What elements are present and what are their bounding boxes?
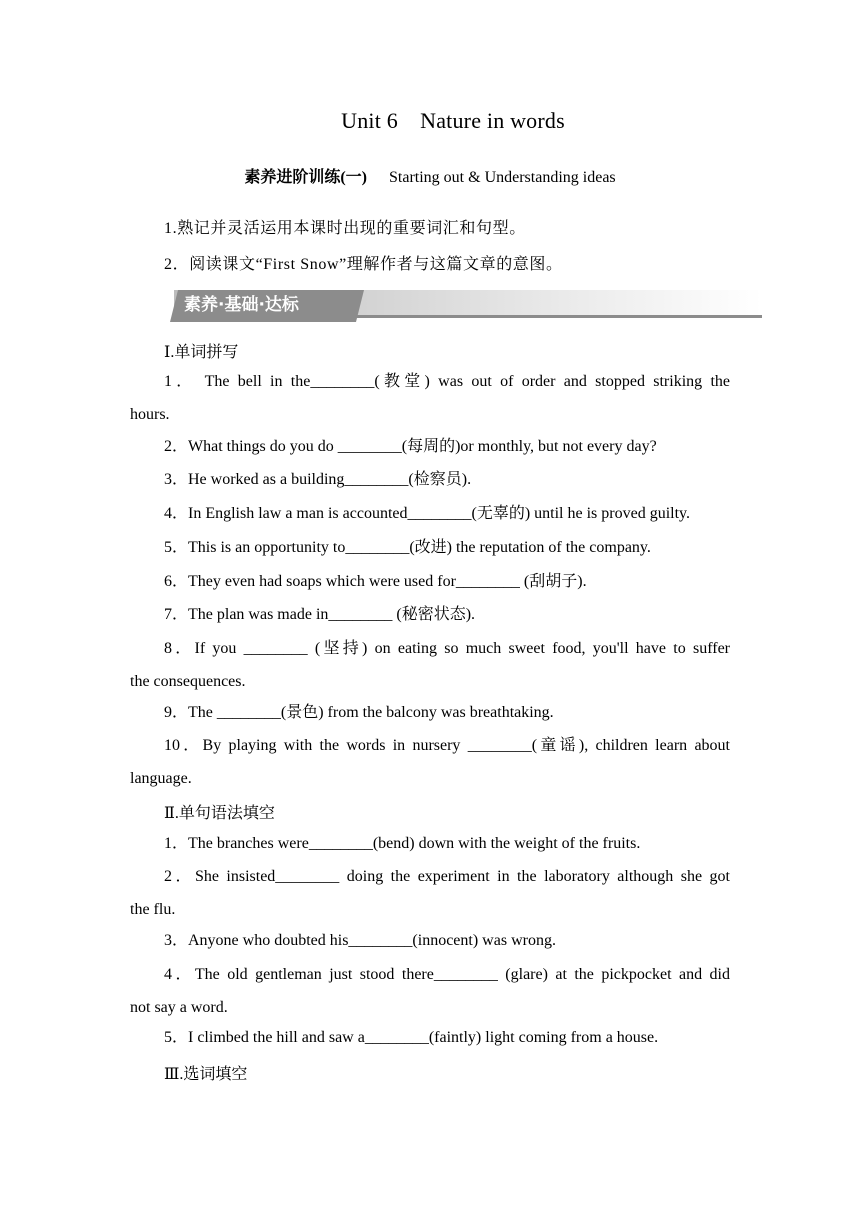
s1-item-7: 7．The plan was made in________ (秘密状态).	[164, 606, 476, 623]
s2-item-1: 1．The branches were________(bend) down with the weight of the fruits.	[164, 835, 641, 852]
s1-item-4: 4．In English law a man is accounted________(无辜的) until he is proved guilty.	[164, 505, 690, 522]
s1-item-6: 6．They even had soaps which were used for________ (刮胡子).	[164, 573, 587, 590]
s2-item-4: 4．The old gentleman just stood there________ (glare) at the pickpocket and did	[164, 966, 730, 983]
section-banner	[170, 286, 762, 326]
banner-graphic	[170, 286, 762, 326]
s1-item-10: 10．By playing with the words in nursery ________(童谣), children learn about	[164, 737, 730, 754]
s1-item-3: 3．He worked as a building________(检察员).	[164, 471, 472, 488]
page-subtitle	[0, 164, 860, 187]
s1-item-1-cont: hours.	[130, 406, 170, 423]
subtitle-bold: 素养进阶训练(一)	[244, 169, 368, 186]
section-3-heading: Ⅲ.选词填空	[164, 1066, 248, 1083]
s2-item-2-cont: the flu.	[130, 901, 176, 918]
objective-1: 1.熟记并灵活运用本课时出现的重要词汇和句型。	[164, 220, 526, 237]
s1-item-8: 8．If you ________ (坚持) on eating so much sweet food, you'll have to suffer	[164, 640, 730, 657]
section-1-heading: Ⅰ.单词拼写	[164, 344, 239, 361]
s1-item-8-cont: the consequences.	[130, 673, 246, 690]
section-2-heading: Ⅱ.单句语法填空	[164, 805, 275, 822]
s1-item-5: 5．This is an opportunity to________(改进) the reputation of the company.	[164, 539, 651, 556]
page-title: Unit 6 Nature in words	[341, 108, 565, 133]
s1-item-1: 1． The bell in the________(教堂) was out of order and stopped striking the	[164, 373, 730, 390]
s2-item-2: 2．She insisted________ doing the experiment in the laboratory although she got	[164, 868, 731, 885]
s1-item-10-cont: language.	[130, 770, 192, 787]
s2-item-4-cont: not say a word.	[130, 999, 228, 1016]
s2-item-5: 5．I climbed the hill and saw a________(faintly) light coming from a house.	[164, 1029, 659, 1046]
s2-item-3: 3．Anyone who doubted his________(innocent) was wrong.	[164, 932, 556, 949]
s1-item-9: 9．The ________(景色) from the balcony was breathtaking.	[164, 704, 554, 721]
subtitle-rest: Starting out & Understanding ideas	[389, 169, 616, 186]
banner-label: 素养·基础·达标	[184, 295, 299, 315]
s1-item-2: 2．What things do you do ________(每周的)or monthly, but not every day?	[164, 438, 657, 455]
objective-2: 2．阅读课文“First Snow”理解作者与这篇文章的意图。	[164, 256, 563, 273]
